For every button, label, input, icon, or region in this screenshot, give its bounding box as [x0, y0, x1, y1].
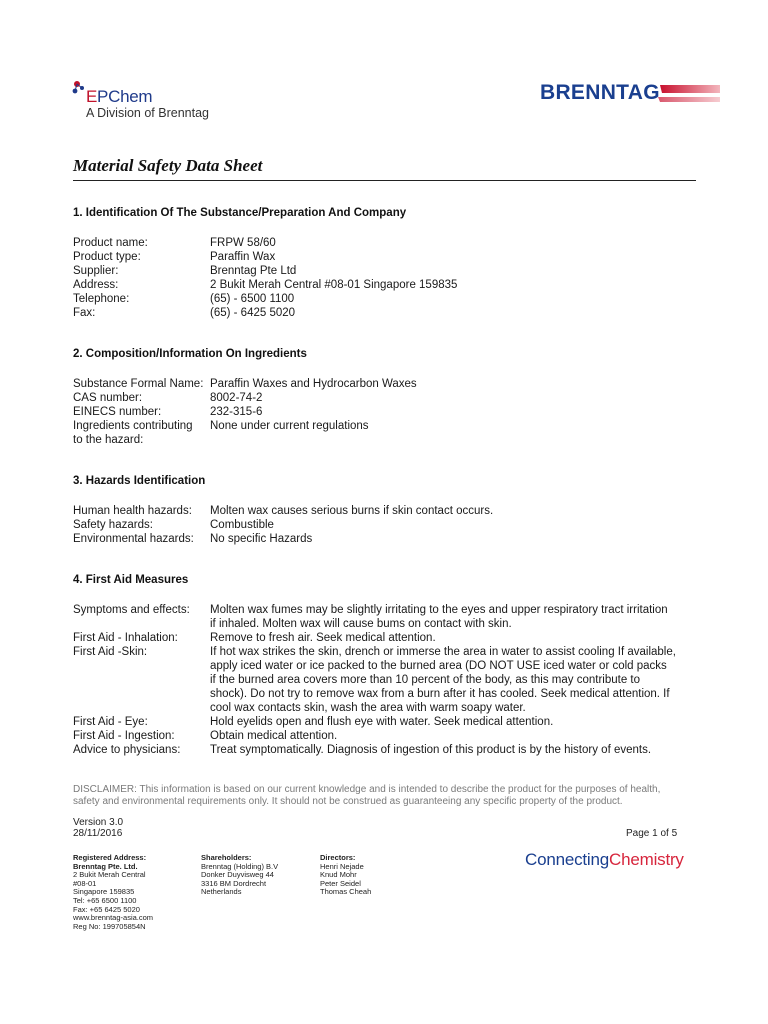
row-value: 2 Bukit Merah Central #08-01 Singapore 159835	[210, 279, 458, 291]
footer-line: Singapore 159835	[73, 887, 135, 897]
row-value-line: apply iced water or ice packed to the burned area (DO NOT USE iced water or cold packs	[210, 660, 667, 672]
epchem-wordmark: EPChem	[86, 87, 153, 106]
row-label: Ingredients contributing	[73, 420, 193, 432]
row-label: First Aid - Inhalation:	[73, 632, 178, 644]
row-value-line: Molten wax fumes may be slightly irritating to the eyes and upper respiratory tract irritation	[210, 604, 668, 616]
row-label: Product name:	[73, 237, 148, 249]
footer-shareholders	[201, 854, 278, 897]
row-label: Safety hazards:	[73, 519, 153, 531]
disclaimer-line: DISCLAIMER: This information is based on our current knowledge and is intended to describe the product for the purposes of health,	[73, 784, 661, 795]
row-value: 8002-74-2	[210, 392, 263, 404]
row-value: Paraffin Waxes and Hydrocarbon Waxes	[210, 378, 417, 390]
footer-line: #08-01	[73, 878, 97, 888]
footer-line: Knud Mohr	[320, 870, 357, 880]
row-label: First Aid - Ingestion:	[73, 730, 175, 742]
disclaimer	[73, 784, 705, 808]
epchem-subtitle: A Division of Brenntag	[86, 106, 209, 120]
version-block	[73, 817, 123, 839]
row-value: FRPW 58/60	[210, 237, 276, 249]
footer-line: Tel: +65 6500 1100	[73, 895, 137, 905]
footer-heading: Shareholders:	[201, 853, 252, 862]
row-value: Hold eyelids open and flush eye with water. Seek medical attention.	[210, 716, 554, 728]
row-label: Fax:	[73, 307, 96, 319]
row-value-line: If hot wax strikes the skin, drench or immerse the area in water to assist cooling If available,	[210, 646, 676, 658]
row-value: No specific Hazards	[210, 533, 313, 545]
row-value: Remove to fresh air. Seek medical attention.	[210, 632, 436, 644]
footer-directors	[320, 854, 371, 897]
footer-line: Brenntag Pte. Ltd.	[73, 861, 138, 871]
brenntag-logo	[540, 80, 720, 110]
section-3-heading: 3. Hazards Identification	[73, 475, 206, 487]
row-label: Symptoms and effects:	[73, 604, 190, 616]
row-label: EINECS number:	[73, 406, 162, 418]
version-date: 28/11/2016	[73, 828, 123, 839]
row-label: Supplier:	[73, 265, 119, 277]
version-number: Version 3.0	[73, 817, 124, 828]
row-value-line: if the burned area covers more than 10 percent of the body, as this may contribute to	[210, 674, 641, 686]
footer-line: Donker Duyvisweg 44	[201, 870, 274, 880]
footer-registered-address	[73, 854, 153, 931]
row-value: Obtain medical attention.	[210, 730, 338, 742]
footer-heading: Registered Address:	[73, 853, 147, 862]
row-label: CAS number:	[73, 392, 143, 404]
footer-line: Fax: +65 6425 5020	[73, 904, 140, 914]
row-label: Product type:	[73, 251, 141, 263]
epchem-logo	[72, 80, 252, 124]
row-value: Molten wax causes serious burns if skin contact occurs.	[210, 505, 494, 517]
row-label: First Aid - Eye:	[73, 716, 148, 728]
page-number: Page 1 of 5	[626, 828, 678, 839]
row-value: Combustible	[210, 519, 274, 531]
row-label: Advice to physicians:	[73, 744, 181, 756]
tagline-part: Connecting	[525, 850, 610, 869]
row-label: Substance Formal Name:	[73, 378, 204, 390]
row-value: Treat symptomatically. Diagnosis of ingestion of this product is by the history of events.	[210, 744, 652, 756]
footer-line: Reg No: 199705854N	[73, 921, 146, 931]
section-4-heading: 4. First Aid Measures	[73, 574, 189, 586]
row-value-line: cool wax contacts skin, wash the area with warm soapy water.	[210, 702, 526, 714]
row-label: to the hazard:	[73, 434, 144, 446]
footer-heading: Directors:	[320, 853, 356, 862]
row-value-line: shock). Do not try to remove wax from a burn after it has cooled. Seek medical attention. If	[210, 688, 670, 700]
row-value: (65) - 6425 5020	[210, 307, 296, 319]
row-value: 232-315-6	[210, 406, 263, 418]
footer-line: Brenntag (Holding) B.V	[201, 861, 279, 871]
row-value: Paraffin Wax	[210, 251, 276, 263]
row-label: First Aid -Skin:	[73, 646, 148, 658]
footer-line: 2 Bukit Merah Central	[73, 870, 146, 880]
section-1-heading: 1. Identification Of The Substance/Preparation And Company	[73, 207, 407, 219]
tagline-part: Chemistry	[609, 850, 684, 869]
footer-line: Thomas Cheah	[320, 887, 372, 897]
connecting-chemistry-logo	[525, 850, 684, 870]
row-label: Telephone:	[73, 293, 130, 305]
row-label: Address:	[73, 279, 119, 291]
document-title: Material Safety Data Sheet	[73, 156, 263, 175]
footer-line: www.brenntag-asia.com	[73, 913, 154, 923]
row-value: Brenntag Pte Ltd	[210, 265, 297, 277]
title-divider	[73, 180, 696, 181]
section-2-heading: 2. Composition/Information On Ingredients	[73, 348, 307, 360]
row-value: None under current regulations	[210, 420, 369, 432]
brenntag-swoosh-icon	[658, 83, 720, 105]
row-value: (65) - 6500 1100	[210, 293, 295, 305]
row-label: Human health hazards:	[73, 505, 192, 517]
footer-line: Netherlands	[201, 887, 242, 897]
brenntag-wordmark: BRENNTAG	[540, 81, 660, 104]
row-value-line: if inhaled. Molten wax will cause bums on contact with skin.	[210, 618, 512, 630]
row-label: Environmental hazards:	[73, 533, 194, 545]
footer-line: Peter Seidel	[320, 878, 361, 888]
footer-line: Henri Nejade	[320, 861, 364, 871]
disclaimer-line: safety and environmental requirements only. It should not be construed as guaranteeing any specific property of the product.	[73, 796, 623, 807]
footer-line: 3316 BM Dordrecht	[201, 878, 267, 888]
